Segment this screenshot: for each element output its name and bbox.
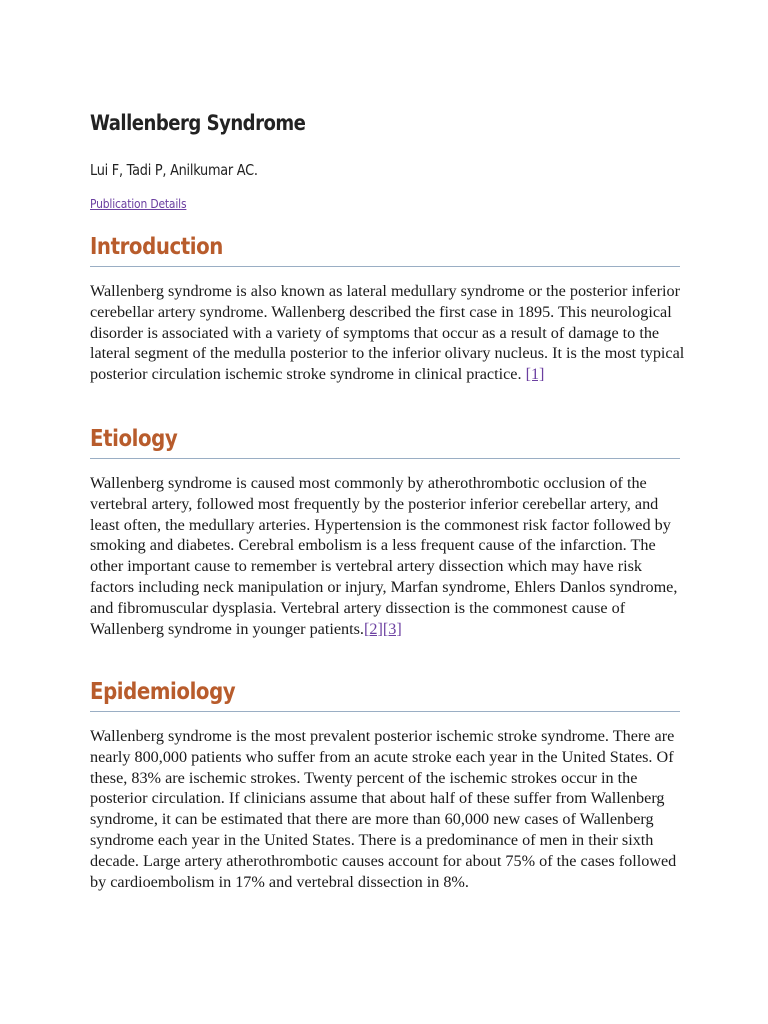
etiology-heading: Etiology: [90, 426, 178, 452]
introduction-text: Wallenberg syndrome is also known as lateral medullary syndrome or the posterior inferior cerebellar artery syndrome. Wallenberg described the first case in 1895. This neurological disorder is associated with a variety of symptoms that occur as a result of damage to the lateral segment of the medulla posterior to the inferior olivary nucleus. It is the most typical posterior circulation ischemic stroke syndrome in clinical practice.: [90, 282, 685, 384]
publication-details-link[interactable]: Publication Details: [90, 196, 187, 211]
introduction-divider: [90, 266, 680, 267]
reference-link-1[interactable]: [1]: [525, 365, 545, 384]
article-authors: Lui F, Tadi P, Anilkumar AC.: [90, 161, 258, 179]
epidemiology-paragraph: Wallenberg syndrome is the most prevalent posterior ischemic stroke syndrome. There are nearly 800,000 patients who suffer from an acute stroke each year in the United States. Of these, 83% are ischemic strokes. Twenty percent of the ischemic strokes occur in the posterior circulation. If clinicians assume that about half of these suffer from Wallenberg syndrome, it can be estimated that there are more than 60,000 new cases of Wallenberg syndrome each year in the United States. There is a predominance of men in their sixth decade. Large artery atherothrombotic causes account for about 75% of the cases followed by cardioembolism in 17% and vertebral dissection in 8%.: [90, 727, 677, 891]
reference-link-3[interactable]: [3]: [382, 619, 402, 638]
etiology-paragraph: [90, 473, 690, 639]
article-title: Wallenberg Syndrome: [90, 111, 306, 135]
etiology-divider: [90, 458, 680, 459]
etiology-header: [90, 425, 680, 453]
introduction-paragraph: [90, 281, 690, 385]
introduction-heading: Introduction: [90, 234, 223, 260]
epidemiology-header: [90, 678, 680, 706]
epidemiology-divider: [90, 711, 680, 712]
introduction-header: [90, 233, 680, 261]
etiology-text: Wallenberg syndrome is caused most commonly by atherothrombotic occlusion of the vertebral artery, followed most frequently by the posterior inferior cerebellar artery, and least often, the medullary arteries. Hypertension is the commonest risk factor followed by smoking and diabetes. Cerebral embolism is a less frequent cause of the infarction. The other important cause to remember is vertebral artery dissection which may have risk factors including neck manipulation or injury, Marfan syndrome, Ehlers Danlos syndrome, and fibromuscular dysplasia. Vertebral artery dissection is the commonest cause of Wallenberg syndrome in younger patients.: [90, 474, 678, 638]
epidemiology-heading: Epidemiology: [90, 679, 236, 705]
reference-link-2[interactable]: [2]: [363, 619, 383, 638]
